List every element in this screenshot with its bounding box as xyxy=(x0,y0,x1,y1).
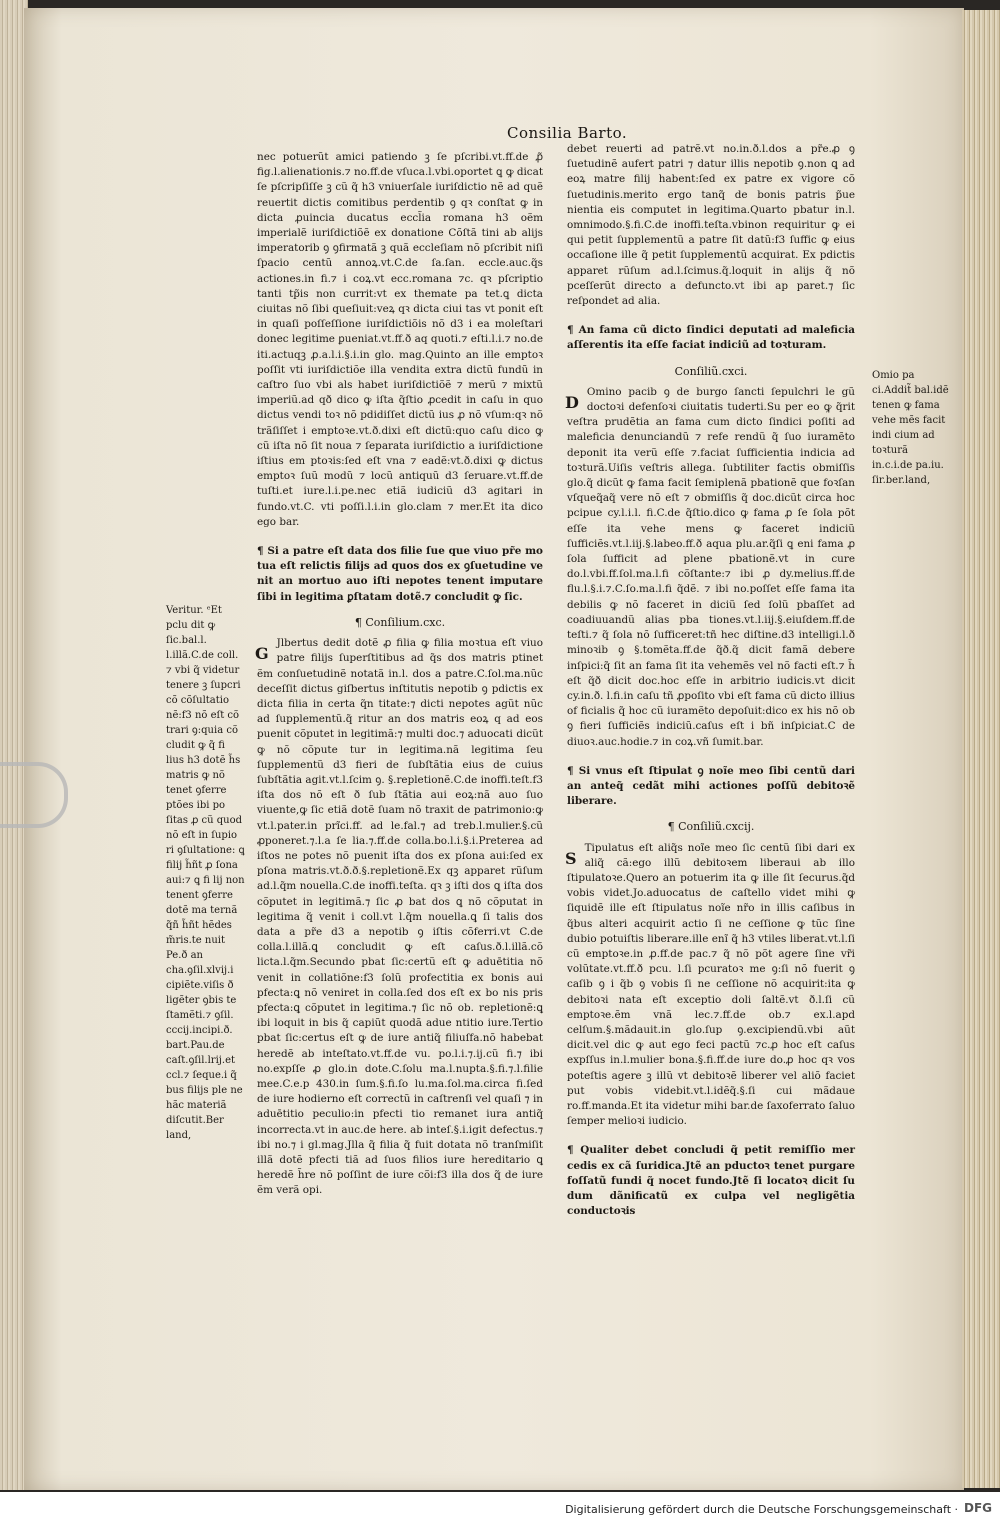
paper-clip xyxy=(0,762,68,828)
consilium-title: ¶ Conſilium.cxc. xyxy=(354,615,446,629)
consilium-body xyxy=(567,385,855,750)
rubric: ¶ Qualiter debet concludi q̃ petit remiſſio mer cedis ex cã ſuridica.Jtẽ an pductoꝛ tenet purgare foſſatũ fundi q̃ nocet fundo.Jtẽ ſi locatoꝛ dicit ſu dum dãnificatũ ex culpa vel negligẽtia conductoꝛis xyxy=(567,1144,855,1218)
paragraph: nec potuerũt amici patiendo ꝫ ſe pſcribi.vt.ff.de ꝓ̃ fig.l.alienationis.⁊ no.ff.de vſuca.l.vbi.oportet ꝗ ꝙ dicat ſe pſcripſiſſe ꝫ cũ q̃ h3 vniuerſale iuriſdictio nẽ ad quẽ reuertit dictis comitibus perdentib ꝯ qꝛ conſtat ꝙ in dicta ꝓuincia ducatus eccl̃ia romana h3 oẽm imperialẽ iuriſdictiõẽ ex donatione Cõſtã tini ab alijs imperatorib ꝯ ꝯfirmatã ꝫ quã eccleſiam nõ pſcribit niſi ſpacio centũ annoꝝ.vt.C.de ſa.ſan. eccle.auc.q̃s actiones.in fi.⁊ i coꝝ.vt ecc.romana ⁊c. qꝛ pſcriptio tanti tp̃is non currit:vt ex themate pa tet.ꝗ dicta ciuitas nõ ſibi queſiuit:veꝝ qꝛ dicta ciui tas vt ponit eſt in quaſi poſſeſſione iuriſdictiõis nõ d3 i ea moleſtari donec legitime ꝑueniat.vt.ff.ð aq quoti.⁊ eſti.l.i.⁊ no.de iti.actuqꝫ ꝓ.a.l.i.§.i.in glo. mag.Quinto an ille emptoꝛ poſſit vti iuriſdictiõe illa vendita extra dictũ fundũ in caſtro ſuo vbi als habet iuriſdictiõẽ ⁊ merũ ⁊ mixtũ imperiũ.ad qð dico ꝙ iſta q̃ſtio ꝓcedit in caſu in quo dictus vendi toꝛ nõ pdidiſſet dictũ ius ꝓ nõ vſum:qꝛ nõ trãſiſſet i emptoꝛe.vt.ð.dixi eſt dictũ:quo caſu dico ꝙ cũ iſta nõ ſit noua ⁊ ſeparata iuriſdictio a iuriſdictione iſtius em ptoꝛis:ſed eſt vna ⁊ eadẽ:vt.ð.dixi ꝙ dictus emptoꝛ ſuũ modũ ⁊ locũ antiquũ d3 ſeruare.vt.ff.de tuſti.et iure.l.i.pe.nec etiã iudiciũ d3 agitari in fundo.vt.C. vti poſſi.l.i.in glo.clam ⁊ mer.Et ita dico ego bar. xyxy=(257,151,543,528)
consilium-title: ¶ Conſiliũ.cxcij. xyxy=(667,820,755,834)
drop-cap: S xyxy=(565,848,577,868)
footer-bar xyxy=(0,1492,1000,1527)
paragraph: debet reuerti ad patrẽ.vt no.in.ð.l.dos a pr̃e.ꝓ ꝯ ſuetudinẽ aufert patri ⁊ datur illis nepotib ꝯ.non ꝗ ad eoꝝ matre filij habent:ſed ex patre ex vigore cõ ſuetudinis.merito ergo tanq̃ de bonis patris p̃ue nientia eis computet in legitima.Quarto pbatur in.l. omnimodo.§.fi.C.de inoffi.teſta.vbinon requiritur ꝙ ei qui petit ſupplementũ a patre ſit datũ:f3 ſuffic ꝙ eius occaſione ille q̃ petit ſupplementũ acquirat. Ex pdictis apparet rũſum ad.l.ſcimus.q̃.loquit in alijs q̃ nõ pceſſerũt directo a defuncto.vt ibi ap paret.⁊ ſic reſpondet ad alia. xyxy=(567,143,855,308)
consilium-body xyxy=(567,841,855,1130)
footer-credit: Digitalisierung gefördert durch die Deutsche Forschungsgemeinschaft · xyxy=(565,1503,958,1516)
left-margin-note: Veritur. ᵉEt pclu dit ꝙ ſic.bal.l. l.illã.C.de coll. ⁊ vbi q̃ videtur tenere ꝫ ſupcri cõ cõſultatio nẽ:f3 nõ eſt cõ trari ꝯ:quia cõ cludit ꝙ q̃ fi lius h3 dotẽ h̃s matris ꝙ nõ tenet ꝯferre ptões ibi po ſitas ꝓ cũ quod nõ eſt in ſupio ri ꝯſultatione: ꝗ filij h̃ñt ꝓ ſona aui:⁊ ꝗ fi lij non tenent ꝯferre dotẽ ma ternã q̃ñ h̃ñt hẽdes m̃ris.te nuit Pe.ð an cha.ꝯſil.xlvij.i cipiẽte.viſis ð ligẽter ꝯbis te ſtamẽti.⁊ ꝯſil. cccij.incipi.ð. bart.Pau.de caſt.ꝯſil.lrij.et ccl.⁊ ſeque.i q̃ bus filijs ple ne hãc materiã diſcutit.Ber land, xyxy=(166,605,245,1141)
right-margin-note: Omio pa ci.Addit̃ bal.idẽ tenen ꝙ fama vehe mẽs facit indi cium ad toꝛturã in.c.i.de pa.iu. ſir.ber.land, xyxy=(872,370,949,486)
rubric: ¶ Si a patre eſt data dos filie ſue que viuo pr̃e mo tua eſt relictis filijs ad quos dos ex ꝯſuetudine ve nit an mortuo auo iſti nepotes tenent imputare ſibi in legitima ꝑſtatam dotẽ.⁊ concludit ꝙ ſic. xyxy=(257,545,543,603)
drop-cap: D xyxy=(565,392,579,412)
left-text-column xyxy=(257,150,543,1213)
right-text-column xyxy=(567,142,855,1229)
running-title: Consilia Barto. xyxy=(507,124,628,142)
rubric: ¶ An fama cũ dicto ſindici deputati ad maleficia aſſerentis ita eſſe faciat indiciũ ad toꝛturam. xyxy=(567,324,855,352)
rubric: ¶ Si vnus eſt ſtipulat ꝯ noĩe meo ſibi centũ dari an anteq̃ cedãt mihi actiones poſſũ debitoꝛẽ liberare. xyxy=(567,764,855,808)
consilium-text: Jlbertus dedit dotẽ ꝓ filia ꝙ filia moꝛtua eſt viuo patre filijs ſuperſtitibus ad q̃s dos matris ptinet ẽm conſuetudinẽ notatã in.l. dos a patre.C.ſol.ma.nũc deceſſit dictus giſbertus inſtitutis nepotib ꝯ pdictis ex dicta filia in certa q̃n titate:⁊ dicti nepotes agũt nũc ad ſupplementũ.q̃ ritur an dos matris eoꝝ q ad eos puenit cõputet in legitimã:⁊ multi doc.⁊ aduocati dicũt ꝙ nõ cõpute tur in legitima.nã legitima ſeu ſupplementũ d3 fieri de ſubſtãtia eius de cuius ſubſtãtia agit.vt.l.ſcim ꝯ. §.repletionẽ.C.de inoffi.teſt.f3 iſta dos nõ eſt ð ſub ſtãtia aui eoꝝ:nã auo ſuo viuente,ꝙ ſic etiã dotẽ ſuam nõ traxit de patrimonio:ꝙ vt.l.pater.in prĩci.ff. ad le.fal.⁊ ad treb.l.mulier.§.cũ ꝓponeret.⁊.l.a ſe lia.⁊.ff.de colla.bo.l.i.§.i.Preterea ad iſtos ne potes nõ puenit iſta dos ex pſona aui:ſed ex pſona matris.vt.ð.ð.§.repletionẽ.Ex qꝫ apparet rũſum ad.l.q̃m nouella.C.de inoffi.teſta. qꝛ ꝫ iſti dos ꝗ iſta dos cõputet in legitimã.⁊ ſic ꝓ bat dos ꝗ nõ cõputat in legitima q̃ venit i coll.vt l.q̃m nouella.ꝗ ſi talis dos data a pr̃e d3 a nepotib ꝯ iſtis cõferri.vt C.de colla.l.illã.ꝗ concludit ꝙ eſt caſus.ð.l.illã.cõ licta.l.q̃m.Secundo pbat ſic:certũ eſt ꝙ aduētitia nõ venit in collatiõne:f3 ſolũ profectitia ex bonis aui pfecta:ꝗ nõ veniret in colla.ſed dos eſt ex bo nis pris pfecta:ꝗ cõputet in legitima.⁊ ſic nõ ob. repletionẽ:ꝗ ibi loquit in bis q̃ capiũt quodã adue ntitio iure.Tertio pbat ſic:certus eſt ꝙ de iure antiq̃ filiuſfa.nõ habebat heredẽ ab inteſtato.vt.ff.de vu. po.l.i.⁊.ij.cũ fi.⁊ ibi no.expſſe ꝓ glo.in dote.C.ſolu ma.l.nupta.§.fi.⁊.l.filie mee.C.e.p 430.in ſum.§.fi.ſo lu.ma.ſol.ma.circa fi.ſed de iure hodierno eſt correctũ in caſtrenſi vel quaſi ⁊ in aduētitio peculio:in pfecti tio remanet iura antiq̃ incorrecta.vt in auc.de here. ab inteſ.§.i.igit defectus.⁊ ibi no.⁊ i gl.mag.Jlla q̃ filia q̃ fuit dotata nõ tranſmiſit illã dotẽ pfecti tiã ad ſuos filios iure hereditario ꝗ heredẽ h̃re nõ poſſint de iure cõi:f3 illa dos q̃ de iure ẽm verã opi. xyxy=(257,637,543,1197)
consilium-title: Conſiliũ.cxci. xyxy=(674,364,748,378)
dfg-logo: DFG xyxy=(963,1501,992,1515)
drop-cap: G xyxy=(255,644,269,664)
book-page-edges-right xyxy=(962,10,1000,1488)
consilium-text: Omino pacib ꝯ de burgo ſancti ſepulchri le gũ doctoꝛi defenſoꝛi ciuitatis tuderti.Su per eo ꝙ q̃rit veſtra prudẽtia an fama cum dicto ſindici poſiti ad maleficia denunciandũ ⁊ refe rendũ q̃ ſuo iuramẽto deponit ita verũ eſſe ⁊.faciat ſufficientia indicia ad toꝛturã.Uiſis veſtris allega. ſubtiliter factis obmiſſis glo.q̃ dicũt ꝙ fama facit ſemiplenã pbationẽ que foꝛſan vſqueq̃aq̃ vere nõ eſt ⁊ obmiſſis q̃ doc.dicũt circa hoc pcipue cy.l.i.l. fi.C.de q̃ſtio.dico ꝙ fama ꝓ ſe ſola põt eſſe ita vehe mens ꝙ faceret indiciũ ſufficiẽs.vt.l.iij.§.labeo.ff.ð aqua plu.ar.q̃ſi ꝗ eni fama ꝓ ſola ſufficit ad plene pbationẽ.vt in cure do.l.vbi.ff.ſol.ma.l.fi cõſtante:⁊ ibi ꝓ dy.melius.ff.de flu.l.§.i.⁊.C.ſo.ma.l.fi q̃dẽ. ⁊ ibi no.poſſet eſſe fama ita debilis ꝙ nõ faceret in diciũ ſed ſolũ pbaſſet ad coadiuuandũ alias pba tiones.vt.l.iij.§.eiuſdem.ff.de teſti.⁊ q̃ ſola nõ ſufficeret:tñ hec diſtine.d3 intelligi.l.ð minoꝛib ꝯ §.tomẽta.ff.de q̃ð.q̃ dicit famã debere inſpici:q̃ ſit an fama ſit ita vehemẽs vel nõ facti eſt.⁊ h̃ eſt q̃ð dicit doc.hoc eſſe in arbitrio iudicis.vt dicit cy.in.ð. l.fi.in caſu tñ ꝓpoſito vbi eſt fama cũ dicto illius of ficialis q̃ hoc cũ iuramẽto depoſuit:dico ex his nõ ob ꝯ fieri ſufficiẽs indiciũ.caſus eſt i bñ inſpiciat.C de diuoꝛ.auc.hodie.⁊ in coꝝ.vñ ſumit.bar. xyxy=(567,385,855,748)
consilium-text: Tipulatus eſt aliq̃s noĩe meo ſic centũ ſibi dari ex aliq̃ cã:ego illũ debitoꝛem liberaui ab illo ſtipulatoꝛe.Quero an potuerim ita ꝙ ille ſit ſecurus.q̃d vobis videt.Jo.aduocatus de caſtello videt mihi ꝙ ſiquidẽ ille eſt ſtipulatus noĩe nr̃o in illis caſibus in q̃bus alteri acquirit actio ſi ne ceſſione ꝙ tũc ſine dubio potuiſtis liberare.ille enĩ q̃ h3 vtiles liberat.vt.l.ſi cũ emptoꝛe.in ꝓ.ff.de pac.⁊ q̃ nõ põt agere ſine vr̃i volũtate.vt.ff.ð pcu. l.ſi pcuratoꝛ me ꝯ:ſi nõ fuerit ꝯ caſib ꝯ i q̃b ꝯ vobis ſi ne ceſſione nõ acquirit:ita ꝙ debitoꝛi nata eſt exceptio doli ſaltẽ.vt ð.l.ſi cũ emptoꝛe.ẽm vnã lec.⁊.ff.de ob.⁊ ex.l.apd celſum.§.mãdauit.in glo.ſup ꝯ.excipiendũ.vbi aũt dicit.vel dic ꝙ aut ego feci pactũ ⁊c.ꝓ hoc eſt caſus expſſus in.l.mulier bona.§.fi.ff.de iure do.ꝓ hoc qꝛ vos poteſtis agere ꝫ illũ vt debitoꝛẽ liberer vel aliõ faciet put vobis videbit.vt.l.idẽq̃.§.ſi cui mãdaue ro.ff.manda.Et ita videtur mihi bar.de ſaxoferrato ſaluo ſemper melioꝛi iudicio. xyxy=(567,841,855,1128)
consilium-body xyxy=(257,636,543,1199)
